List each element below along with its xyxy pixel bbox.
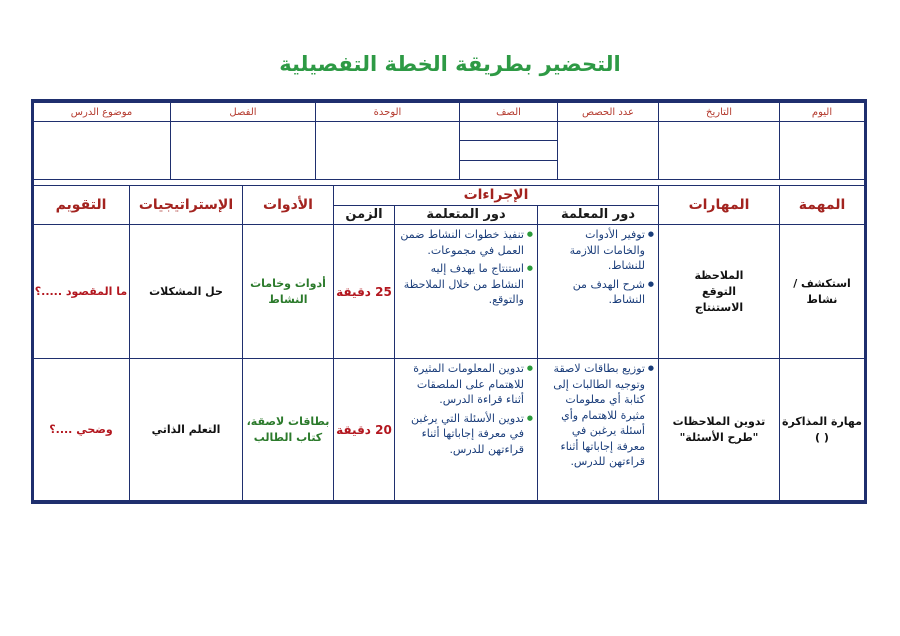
header-periods: عدد الحصص	[558, 103, 659, 122]
header-lesson-topic: موضوع الدرس	[33, 103, 171, 122]
student-role-cell	[395, 359, 538, 501]
header-class: الصف	[460, 103, 558, 122]
table-row	[33, 359, 865, 501]
teacher-role-cell	[538, 225, 659, 359]
header-teacher-role: دور المعلمة	[538, 205, 659, 225]
skill-item: "طرح الأسئلة"	[679, 430, 759, 444]
teacher-role-item: ● شرح الهدف من النشاط.	[542, 277, 654, 308]
header-task: المهمة	[780, 186, 865, 225]
student-role-item: ● تدوين المعلومات المثيرة للاهتمام على الملصقات أثناء قراءة الدرس.	[399, 361, 533, 408]
task-cell: مهارة المذاكرة ( )	[780, 359, 865, 501]
table-row	[33, 225, 865, 359]
student-role-item: ● تدوين الأسئلة التي يرغبن في معرفة إجاباتها أثناء قراءتهن للدرس.	[399, 411, 533, 458]
header-tools: الأدوات	[243, 186, 334, 225]
header-time: الزمن	[334, 205, 395, 225]
task-text: استكشف / نشاط	[793, 276, 851, 306]
header-strategies: الإستراتيجيات	[130, 186, 243, 225]
skill-item: الملاحظة	[694, 268, 744, 282]
student-role-cell	[395, 225, 538, 359]
tools-cell: بطاقات لاصقة، كتاب الطالب	[243, 359, 334, 501]
skill-item: تدوين الملاحظات	[672, 414, 766, 428]
chapter-field[interactable]	[171, 122, 316, 180]
teacher-role-cell	[538, 359, 659, 501]
header-evaluation: التقويم	[33, 186, 130, 225]
periods-field[interactable]	[558, 122, 659, 180]
evaluation-cell: وضحي ....؟	[33, 359, 130, 501]
header-student-role: دور المتعلمة	[395, 205, 538, 225]
skills-cell	[659, 225, 780, 359]
header-procedures: الإجراءات	[334, 186, 659, 206]
lesson-info-table	[32, 102, 865, 180]
lesson-topic-field[interactable]	[33, 122, 171, 180]
procedure-table	[32, 185, 865, 501]
student-role-item: ● استنتاج ما يهدف إليه النشاط من خلال الملاحظة والتوقع.	[399, 261, 533, 308]
unit-field[interactable]	[316, 122, 460, 180]
task-cell	[780, 225, 865, 359]
strategies-cell: حل المشكلات	[130, 225, 243, 359]
page-title: التحضير بطريقة الخطة التفصيلية	[279, 52, 621, 76]
header-chapter: الفصل	[171, 103, 316, 122]
time-cell: 25 دقيقة	[334, 225, 395, 359]
evaluation-cell: ما المقصود .....؟	[33, 225, 130, 359]
day-field[interactable]	[780, 122, 865, 180]
header-unit: الوحدة	[316, 103, 460, 122]
skills-cell	[659, 359, 780, 501]
tools-cell: أدوات وخامات النشاط	[243, 225, 334, 359]
header-day: اليوم	[780, 103, 865, 122]
class-field[interactable]	[460, 122, 558, 180]
date-field[interactable]	[659, 122, 780, 180]
strategies-cell: التعلم الذاتي	[130, 359, 243, 501]
skill-item: التوقع	[701, 284, 736, 298]
teacher-role-item: ● توزيع بطاقات لاصقة وتوجيه الطالبات إلى كتابة أي معلومات مثيرة للاهتمام وأي أسئلة يرغبن في معرفة إجاباتها أثناء قراءتهن للدرس.	[542, 361, 654, 470]
student-role-item: ● تنفيذ خطوات النشاط ضمن العمل في مجموعات.	[399, 227, 533, 258]
teacher-role-item: ● توفير الأدوات والخامات اللازمة للنشاط.	[542, 227, 654, 274]
time-cell: 20 دقيقة	[334, 359, 395, 501]
skill-item: الاستنتاج	[694, 300, 744, 314]
header-skills: المهارات	[659, 186, 780, 225]
header-date: التاريخ	[659, 103, 780, 122]
